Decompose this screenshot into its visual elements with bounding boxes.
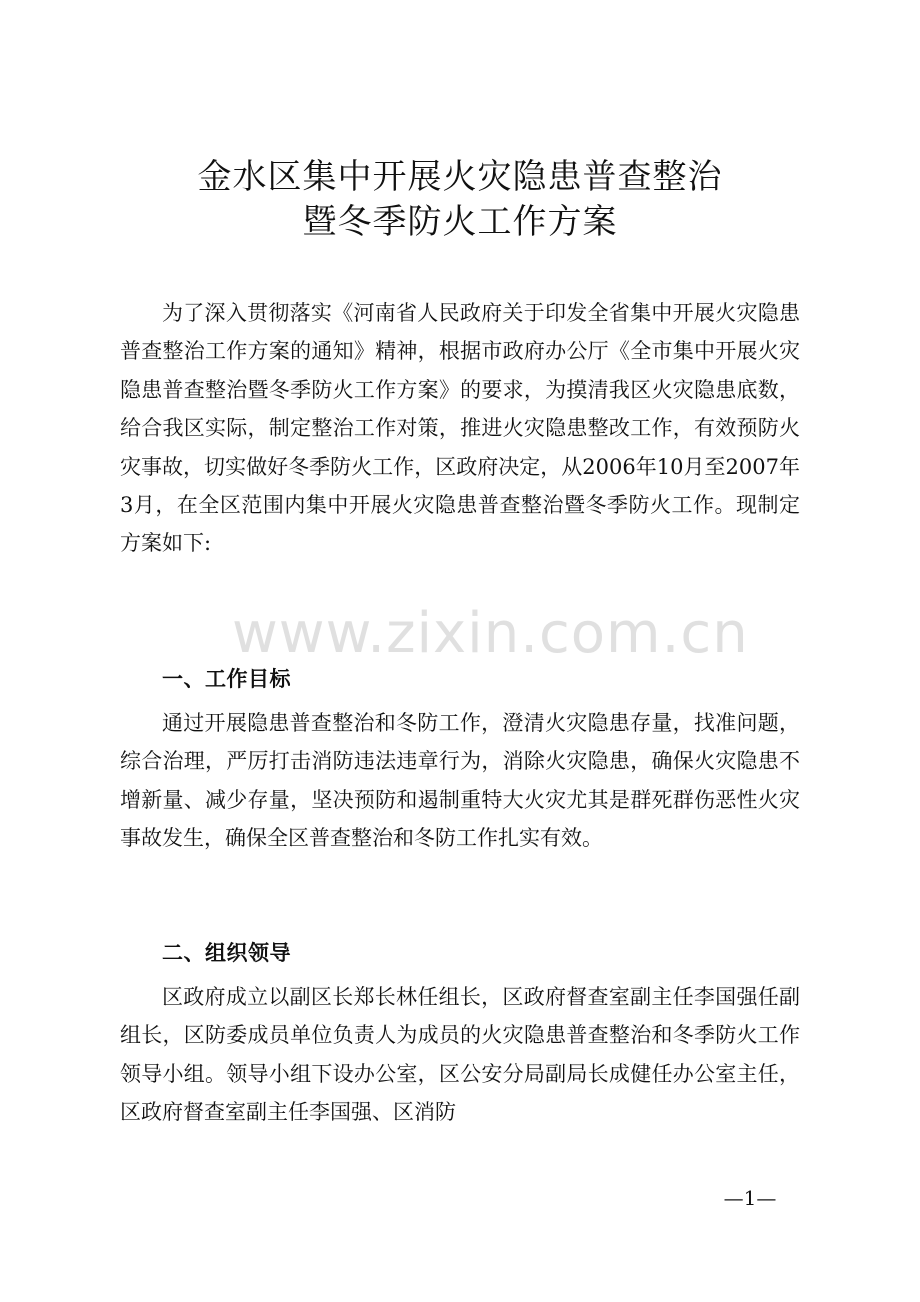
intro-paragraph-block <box>120 294 800 563</box>
document-title-line-2: 暨冬季防火工作方案 <box>302 202 618 242</box>
watermark: www.zixin.com.cn <box>232 601 749 666</box>
intro-paragraph: 为了深入贯彻落实《河南省人民政府关于印发全省集中开展火灾隐患普查整治工作方案的通知》精神，根据市政府办公厅《全市集中开展火灾隐患普查整治暨冬季防火工作方案》的要求，为摸清我区火灾隐患底数，给合我区实际，制定整治工作对策，推进火灾隐患整改工作，有效预防火灾事故，切实做好冬季防火工作，区政府决定，从2006年10月至2007年3月，在全区范围内集中开展火灾隐患普查整治暨冬季防火工作。现制定方案如下: <box>120 301 800 556</box>
page-number: —1— <box>723 1186 777 1210</box>
section-heading-goals: 一、工作目标 <box>162 667 291 691</box>
organization-paragraph: 区政府成立以副区长郑长林任组长，区政府督查室副主任李国强任副组长，区防委成员单位负责人为成员的火灾隐患普查整治和冬季防火工作领导小组。领导小组下设办公室，区公安分局副局长成健任办公室主任，区政府督查室副主任李国强、区消防 <box>120 985 800 1125</box>
document-title-line-1: 金水区集中开展火灾隐患普查整治 <box>197 157 723 197</box>
goals-paragraph: 通过开展隐患普查整治和冬防工作，澄清火灾隐患存量，找准问题，综合治理，严厉打击消防违法违章行为，消除火灾隐患，确保火灾隐患不增新量、减少存量，坚决预防和遏制重特大火灾尤其是群死群伤恶性火灾事故发生，确保全区普查整治和冬防工作扎实有效。 <box>120 711 800 851</box>
section-heading-organization: 二、组织领导 <box>162 941 291 965</box>
organization-paragraph-block <box>120 978 800 1132</box>
goals-paragraph-block <box>120 704 800 858</box>
